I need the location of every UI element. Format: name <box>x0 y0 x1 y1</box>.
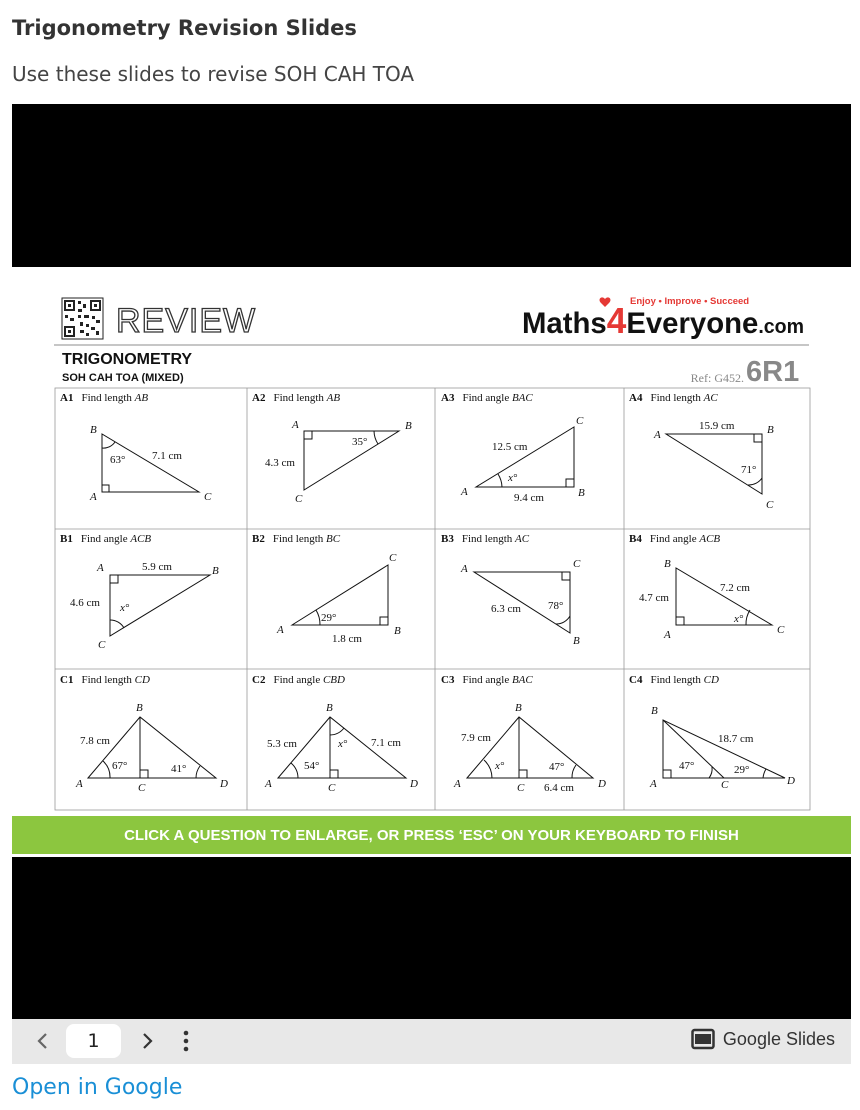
svg-text:6.3 cm: 6.3 cm <box>491 603 521 615</box>
ref-code: 6R1 <box>746 356 800 388</box>
svg-text:A: A <box>664 629 671 641</box>
svg-text:B: B <box>394 625 401 637</box>
svg-text:A: A <box>461 486 468 498</box>
svg-text:4.3 cm: 4.3 cm <box>265 457 295 469</box>
svg-text:A: A <box>461 563 468 575</box>
svg-text:4.6 cm: 4.6 cm <box>70 597 100 609</box>
svg-text:C: C <box>766 499 774 511</box>
svg-text:C: C <box>204 491 212 503</box>
svg-text:6.4 cm: 6.4 cm <box>544 782 574 794</box>
svg-text:x°: x° <box>338 738 348 750</box>
svg-text:A: A <box>277 624 284 636</box>
question-C1-header[interactable]: C1 Find length CD <box>60 674 150 686</box>
svg-text:B: B <box>767 424 774 436</box>
svg-text:7.8 cm: 7.8 cm <box>80 735 110 747</box>
angle-arc-C3-b <box>572 765 576 778</box>
svg-text:B: B <box>326 702 333 714</box>
svg-text:C: C <box>573 558 581 570</box>
svg-text:71°: 71° <box>741 464 757 476</box>
svg-text:A: A <box>454 778 461 790</box>
angle-arc-B4 <box>746 610 750 625</box>
topic-heading: TRIGONOMETRY <box>62 351 193 368</box>
angle-arc-C2-b <box>330 728 344 735</box>
svg-text:C: C <box>721 779 729 791</box>
instruction-banner: CLICK A QUESTION TO ENLARGE, OR PRESS ‘ESC’ ON YOUR KEYBOARD TO FINISH <box>12 816 851 854</box>
brand-tagline: Enjoy • Improve • Succeed <box>630 296 750 307</box>
brand-logo <box>522 296 804 341</box>
question-C2-header[interactable]: C2 Find angle CBD <box>252 674 345 686</box>
svg-text:D: D <box>410 778 418 790</box>
svg-text:A: A <box>265 778 272 790</box>
svg-text:63°: 63° <box>110 454 126 466</box>
svg-text:C: C <box>295 493 303 505</box>
angle-arc-C3-a <box>484 760 492 778</box>
svg-text:B: B <box>90 424 97 436</box>
question-B4-header[interactable]: B4 Find angle ACB <box>629 533 721 545</box>
slide[interactable] <box>12 267 851 857</box>
svg-text:x°: x° <box>120 602 130 614</box>
angle-arc-B1 <box>110 620 124 628</box>
svg-text:C: C <box>777 624 785 636</box>
svg-text:12.5 cm: 12.5 cm <box>492 441 528 453</box>
svg-text:A: A <box>650 778 657 790</box>
angle-arc-A3 <box>498 474 502 487</box>
svg-text:29°: 29° <box>321 612 337 624</box>
slides-embed[interactable] <box>12 104 851 1019</box>
angle-arc-A1 <box>102 442 115 448</box>
question-A4-header[interactable]: A4 Find length AC <box>629 392 718 404</box>
triangle-B4 <box>676 568 772 625</box>
question-A2-header[interactable]: A2 Find length AB <box>252 392 341 404</box>
triangle-A3 <box>476 427 574 487</box>
svg-text:5.9 cm: 5.9 cm <box>142 561 172 573</box>
svg-text:7.1 cm: 7.1 cm <box>371 737 401 749</box>
svg-text:A: A <box>654 429 661 441</box>
svg-text:B: B <box>515 702 522 714</box>
svg-text:B: B <box>651 705 658 717</box>
svg-text:C: C <box>389 552 397 564</box>
svg-text:4.7 cm: 4.7 cm <box>639 592 669 604</box>
slides-controls <box>12 1019 851 1064</box>
svg-text:A: A <box>90 491 97 503</box>
svg-text:C: C <box>517 782 525 794</box>
angle-arc-A4 <box>748 478 762 485</box>
question-C4-header[interactable]: C4 Find length CD <box>629 674 719 686</box>
svg-text:1.8 cm: 1.8 cm <box>332 633 362 645</box>
angle-arc-B3 <box>556 616 570 624</box>
svg-text:67°: 67° <box>112 760 128 772</box>
page-number-input[interactable]: 1 <box>66 1024 121 1058</box>
svg-text:5.3 cm: 5.3 cm <box>267 738 297 750</box>
svg-text:9.4 cm: 9.4 cm <box>514 492 544 504</box>
svg-text:29°: 29° <box>734 764 750 776</box>
triangle-B2 <box>292 565 388 625</box>
subtopic-heading: SOH CAH TOA (MIXED) <box>62 372 184 384</box>
svg-text:x°: x° <box>734 613 744 625</box>
svg-text:A: A <box>292 419 299 431</box>
svg-text:C: C <box>328 782 336 794</box>
question-B2-header[interactable]: B2 Find length BC <box>252 533 341 545</box>
svg-text:B: B <box>578 487 585 499</box>
page-subtitle: Use these slides to revise SOH CAH TOA <box>12 62 415 86</box>
angle-arc-C1-b <box>196 766 200 778</box>
svg-text:B: B <box>573 635 580 647</box>
chevron-right-icon[interactable] <box>134 1027 160 1055</box>
svg-text:x°: x° <box>508 472 518 484</box>
svg-text:D: D <box>220 778 228 790</box>
svg-text:C: C <box>138 782 146 794</box>
svg-text:C: C <box>98 639 106 651</box>
angle-arc-C2-a <box>291 763 298 778</box>
svg-text:15.9 cm: 15.9 cm <box>699 420 735 432</box>
svg-text:47°: 47° <box>679 760 695 772</box>
svg-text:B: B <box>405 420 412 432</box>
svg-text:35°: 35° <box>352 436 368 448</box>
question-A3-header[interactable]: A3 Find angle BAC <box>441 392 533 404</box>
google-slides-label: Google Slides <box>722 1028 835 1049</box>
triangle-C1 <box>88 717 216 778</box>
svg-text:41°: 41° <box>171 763 187 775</box>
svg-text:54°: 54° <box>304 760 320 772</box>
chevron-left-icon[interactable] <box>30 1027 56 1055</box>
svg-text:7.1 cm: 7.1 cm <box>152 450 182 462</box>
svg-text:78°: 78° <box>548 600 564 612</box>
question-B3-header[interactable]: B3 Find length AC <box>441 533 530 545</box>
page-title: Trigonometry Revision Slides <box>12 16 357 40</box>
svg-text:A: A <box>97 562 104 574</box>
review-heading: REVIEW <box>116 302 257 340</box>
question-A1-header[interactable]: A1 Find length AB <box>60 392 149 404</box>
question-C3-header[interactable]: C3 Find angle BAC <box>441 674 533 686</box>
google-slides-link[interactable] <box>691 1028 835 1050</box>
more-vert-icon[interactable] <box>176 1027 196 1055</box>
angle-arc-C4-a <box>709 767 712 778</box>
svg-text:C: C <box>576 415 584 427</box>
svg-text:D: D <box>598 778 606 790</box>
ref-label: Ref: G452. <box>690 371 744 385</box>
angle-arc-C1-a <box>103 761 110 778</box>
svg-text:B: B <box>664 558 671 570</box>
slide-canvas <box>12 267 851 857</box>
angle-arc-C4-b <box>763 769 766 778</box>
svg-text:B: B <box>212 565 219 577</box>
svg-text:7.9 cm: 7.9 cm <box>461 732 491 744</box>
open-in-google-link[interactable]: Open in Google <box>12 1075 183 1100</box>
angle-arc-A2 <box>374 431 378 444</box>
svg-text:B: B <box>136 702 143 714</box>
svg-text:x°: x° <box>495 760 505 772</box>
svg-text:D: D <box>787 775 795 787</box>
angle-arc-B2 <box>316 610 320 625</box>
svg-text:A: A <box>76 778 83 790</box>
qr-code-icon <box>62 298 103 339</box>
question-B1-header[interactable]: B1 Find angle ACB <box>60 533 152 545</box>
slides-icon <box>691 1028 715 1050</box>
svg-text:7.2 cm: 7.2 cm <box>720 582 750 594</box>
svg-text:Maths4Everyone.com: Maths4Everyone.com <box>522 300 806 341</box>
svg-text:47°: 47° <box>549 761 565 773</box>
svg-text:18.7 cm: 18.7 cm <box>718 733 754 745</box>
